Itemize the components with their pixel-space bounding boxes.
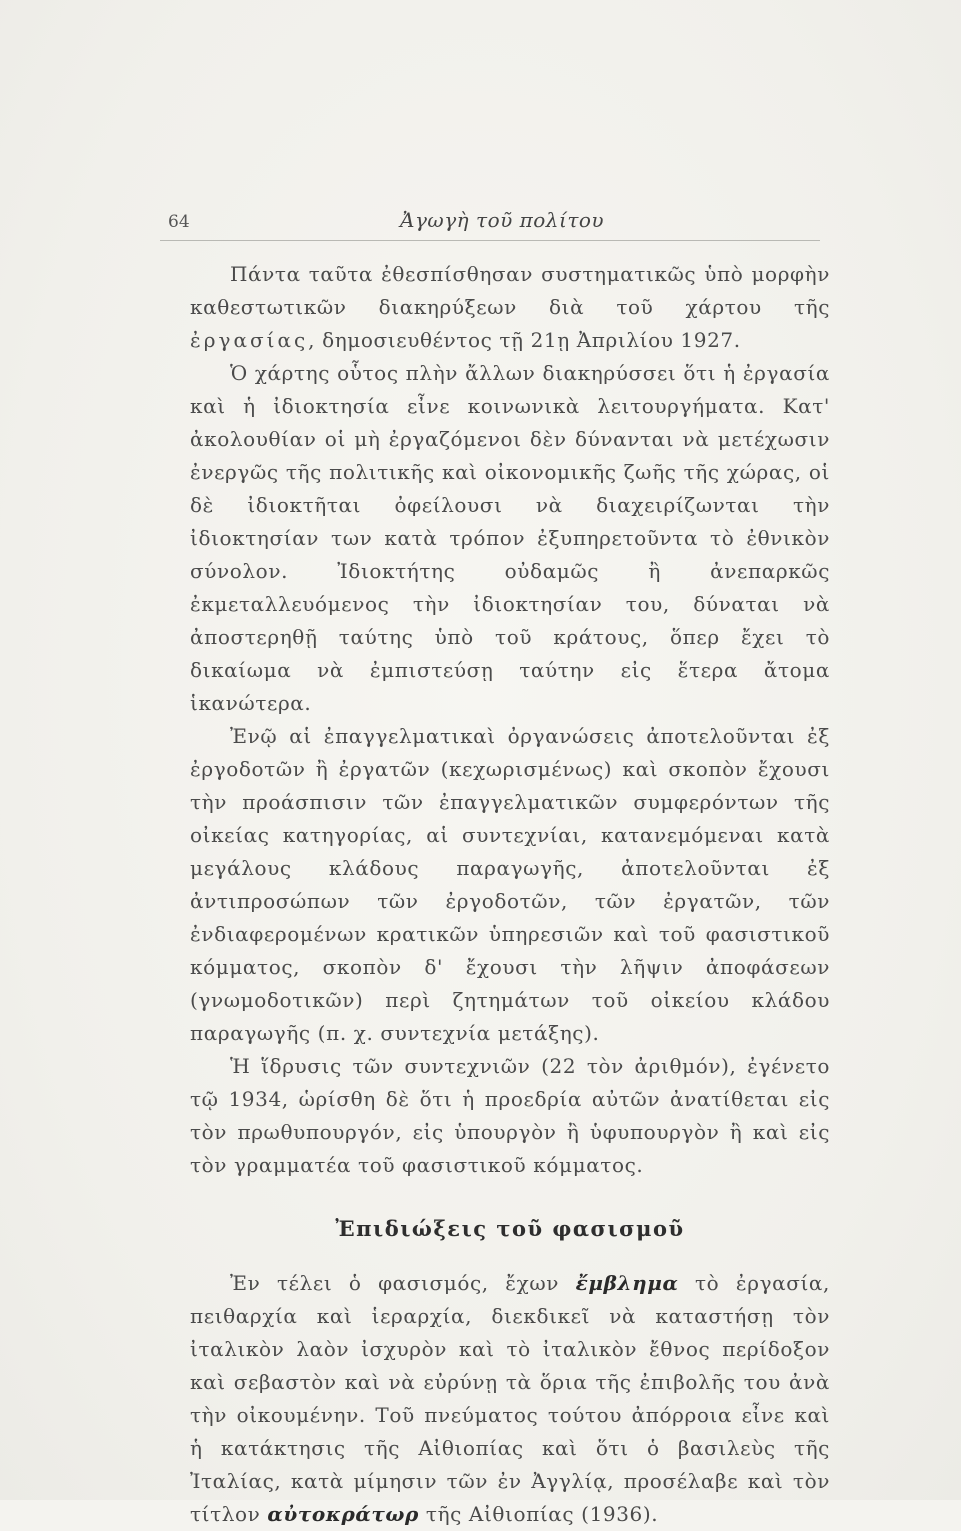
paragraph-3: Ἐνῷ αἱ ἐπαγγελματικαὶ ὀργανώσεις ἀποτελοῦνται ἐξ ἐργοδοτῶν ἢ ἐργατῶν (κεχωρισμένως) καὶ σκοπὸν ἔχουσι τὴν προάσπισιν τῶν ἐπαγγελματικῶν συμφερόντων τῆς οἰκείας κατηγορίας, αἱ συντεχνίαι, κατανεμόμεναι κατὰ μεγάλους κλάδους παραγωγῆς, ἀποτελοῦνται ἐξ ἀντιπροσώπων τῶν ἐργοδοτῶν, τῶν ἐργατῶν, τῶν ἐνδιαφερομένων κρατικῶν ὑπηρεσιῶν καὶ τοῦ φασιστικοῦ κόμματος, σκοπὸν δ' ἔχουσι τὴν λῆψιν ἀποφάσεων (γνωμοδοτικῶν) περὶ ζητημάτων τοῦ οἰκείου κλάδου παραγωγῆς (π. χ. συντεχνία μετάξης). (190, 724, 830, 1045)
section-heading: Ἐπιδιώξεις τοῦ φασισμοῦ (335, 1216, 685, 1241)
running-title: Ἀγωγὴ τοῦ πολίτου (400, 208, 605, 232)
paragraph-1 (190, 258, 830, 357)
header-rule (160, 240, 820, 241)
spaced-word: ἐργασίας (190, 328, 309, 352)
paragraph-1-end: , δημοσιευθέντος τῇ 21ῃ Ἀπριλίου 1927. (308, 328, 741, 352)
paragraph-5 (190, 1267, 830, 1531)
emphasis-emblem: ἔμβλημα (575, 1271, 679, 1295)
page-number: 64 (168, 212, 190, 232)
paragraph-1-text: Πάντα ταῦτα ἐθεσπίσθησαν συστηματικῶς ὑπὸ μορφὴν καθεστωτικῶν διακηρύξεων διὰ τοῦ χάρτου τῆς (190, 262, 830, 319)
body-text (190, 258, 830, 1531)
paragraph-5-mid: τὸ ἐργασία, πειθαρχία καὶ ἱεραρχία, διεκδικεῖ νὰ καταστήσῃ τὸν ἰταλικὸν λαὸν ἰσχυρὸν καὶ τὸ ἰταλικὸν ἔθνος περίδοξον καὶ σεβαστὸν καὶ νὰ εὐρύνῃ τὰ ὅρια τῆς ἐπιβολῆς του ἀνὰ τὴν οἰκουμένην. Τοῦ πνεύματος τούτου ἀπόρροια εἶνε καὶ ἡ κατάκτησις τῆς Αἰθιοπίας καὶ ὅτι ὁ βασιλεὺς τῆς Ἰταλίας, κατὰ μίμησιν τῶν ἐν Ἀγγλίᾳ, προσέλαβε καὶ τὸν τίτλον (190, 1271, 830, 1526)
paragraph-4: Ἡ ἵδρυσις τῶν συντεχνιῶν (22 τὸν ἀριθμόν), ἐγένετο τῷ 1934, ὡρίσθη δὲ ὅτι ἡ προεδρία αὐτῶν ἀνατίθεται εἰς τὸν πρωθυπουργόν, εἰς ὑπουργὸν ἢ ὑφυπουργὸν ἢ καὶ εἰς τὸν γραμματέα τοῦ φασιστικοῦ κόμματος. (190, 1054, 830, 1177)
paragraph-5-start: Ἐν τέλει ὁ φασισμός, ἔχων (230, 1271, 576, 1295)
paragraph-2: Ὁ χάρτης οὗτος πλὴν ἄλλων διακηρύσσει ὅτι ἡ ἐργασία καὶ ἡ ἰδιοκτησία εἶνε κοινωνικὰ λειτουργήματα. Κατ' ἀκολουθίαν οἱ μὴ ἐργαζόμενοι δὲν δύνανται νὰ μετέχωσιν ἐνεργῶς τῆς πολιτικῆς καὶ οἰκονομικῆς ζωῆς τῆς χώρας, οἱ δὲ ἰδιοκτῆται ὀφείλουσι νὰ διαχειρίζωνται τὴν ἰδιοκτησίαν των κατὰ τρόπον ἐξυπηρετοῦντα τὸ ἐθνικὸν σύνολον. Ἰδιοκτήτης οὐδαμῶς ἢ ἀνεπαρκῶς ἐκμεταλλευόμενος τὴν ἰδιοκτησίαν του, δύναται νὰ ἀποστερηθῇ ταύτης ὑπὸ τοῦ κράτους, ὅπερ ἔχει τὸ δικαίωμα νὰ ἐμπιστεύσῃ ταύτην εἰς ἕτερα ἄτομα ἱκανώτερα. (190, 361, 830, 715)
paragraph-5-end: τῆς Αἰθιοπίας (1936). (418, 1502, 659, 1526)
page-header (160, 208, 850, 238)
emphasis-emperor: αὐτοκράτωρ (267, 1502, 419, 1526)
